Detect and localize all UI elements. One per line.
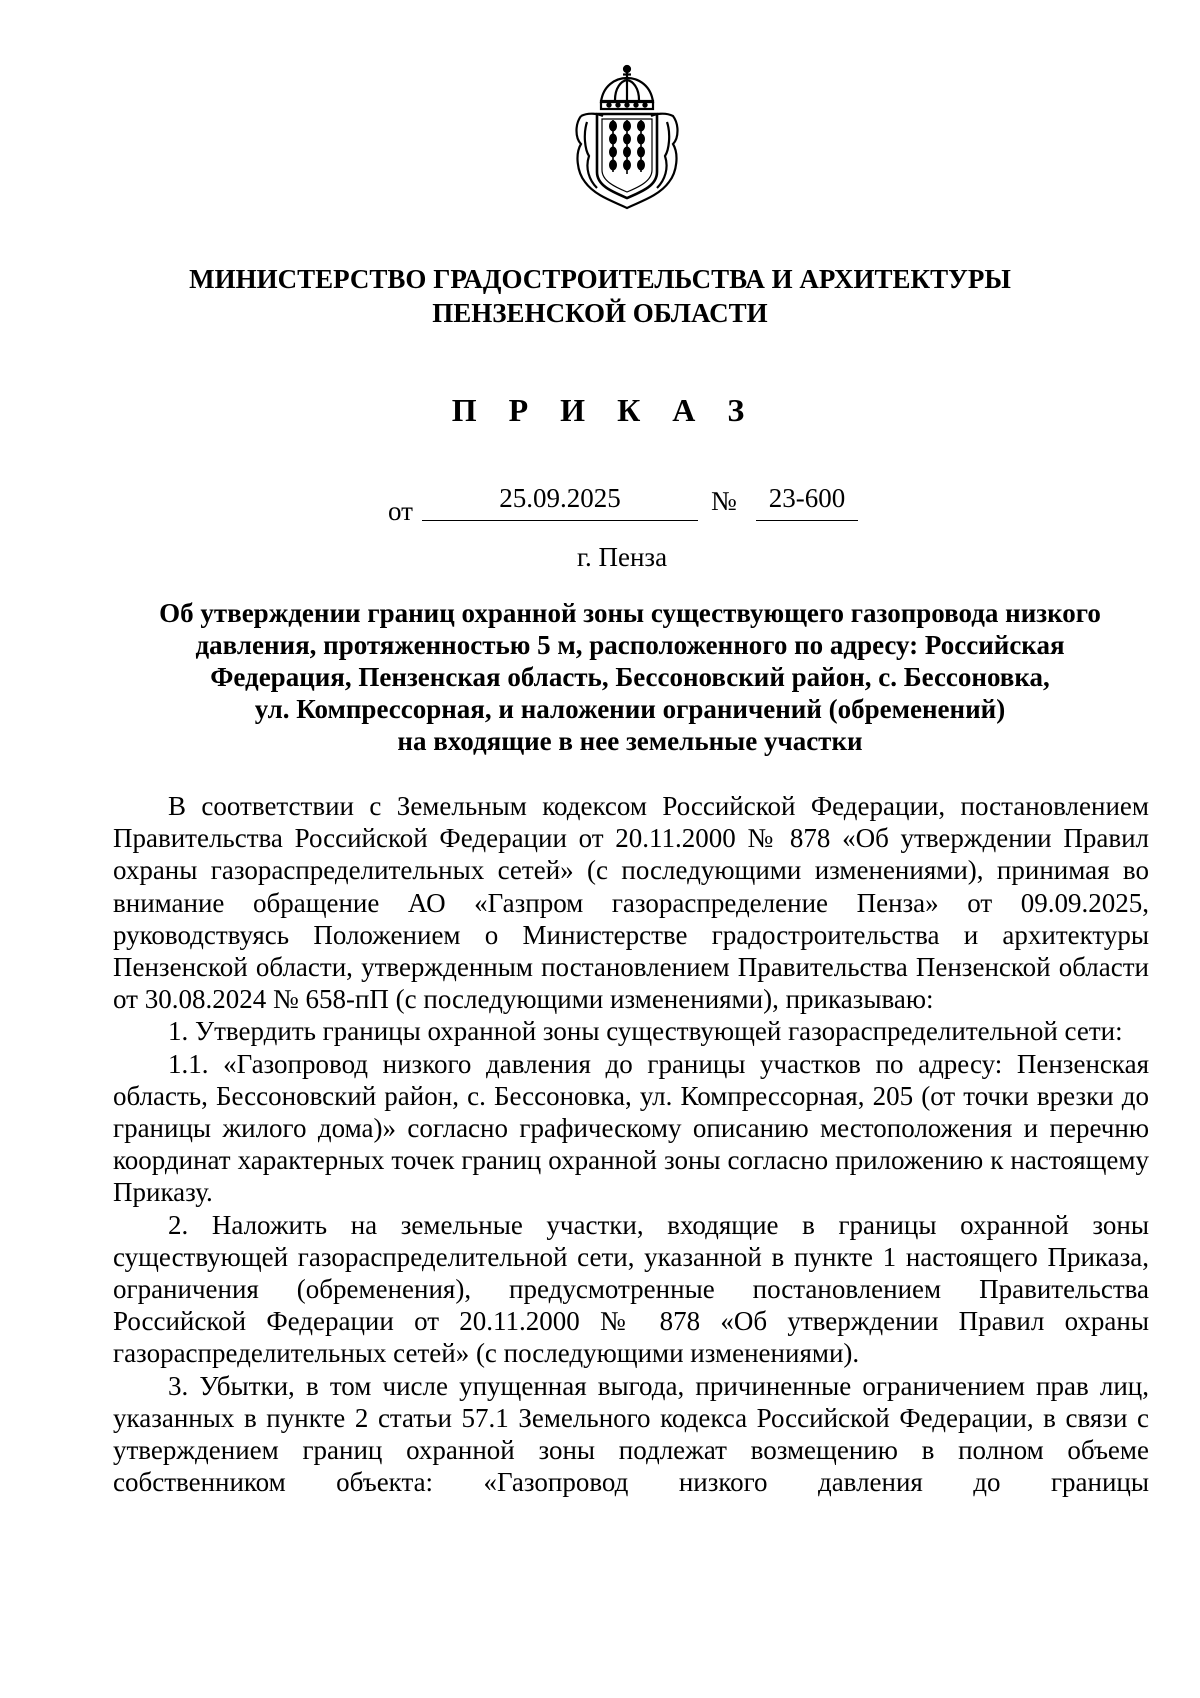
paragraph-intro: В соответствии с Земельным кодексом Российской Федерации, постановлением Правительства Российской Федерации от 20.11.2000 № 878 «Об утверждении Правил охраны газораспределительных сетей» (с последующими изменениями), принимая во внимание обращение АО «Газпром газораспределение Пенза» от 09.09.2025, руководствуясь Положением о Министерстве градостроительства и архитектуры Пензенской области, утвержденным постановлением Правительства Пензенской области от 30.08.2024 № 658-пП (с последующими изменениями), приказываю: xyxy=(113,791,1149,1015)
paragraph-3: 3. Убытки, в том числе упущенная выгода, причиненные ограничением прав лиц, указанных в пункте 2 статьи 57.1 Земельного кодекса Российской Федерации, в связи с утверждением границ охранной зоны подлежат возмещению в полном объеме собственником объекта: «Газопровод низкого давления до границы xyxy=(113,1370,1149,1498)
document-date: 25.09.2025 xyxy=(422,486,698,521)
paragraph-1-1: 1.1. «Газопровод низкого давления до границы участков по адресу: Пензенская область, Бессоновский район, с. Бессоновка, ул. Компрессорная, 205 (от точки врезки до границы жилого дома)» согласно графическому описанию местоположения и перечню координат характерных точек границ охранной зоны согласно приложению к настоящему Приказу. xyxy=(113,1048,1149,1208)
ministry-name xyxy=(0,262,1200,330)
heading-line2: давления, протяженностью 5 м, расположенного по адресу: Российская xyxy=(195,630,1065,660)
heading-line3: Федерация, Пензенская область, Бессоновский район, с. Бессоновка, xyxy=(210,662,1050,692)
paragraph-1: 1. Утвердить границы охранной зоны существующей газораспределительной сети: xyxy=(168,1016,1123,1047)
ministry-name-line2: ПЕНЗЕНСКОЙ ОБЛАСТИ xyxy=(432,298,768,328)
document-type: П Р И К А З xyxy=(451,392,757,428)
paragraph-2: 2. Наложить на земельные участки, входящие в границы охранной зоны существующей газораспределительной сети, указанной в пункте 1 настоящего Приказа, ограничения (обременения), предусмотренные постановлением Правительства Российской Федерации от 20.11.2000 № 878 «Об утверждении Правил охраны газораспределительных сетей» (с последующими изменениями). xyxy=(113,1209,1149,1369)
heading-line1: Об утверждении границ охранной зоны существующего газопровода низкого xyxy=(159,598,1101,628)
document-number: 23-600 xyxy=(756,486,858,521)
heading-line4: ул. Компрессорная, и наложении ограничений (обременений) xyxy=(254,694,1006,724)
ministry-name-line1: МИНИСТЕРСТВО ГРАДОСТРОИТЕЛЬСТВА И АРХИТЕКТУРЫ xyxy=(189,264,1011,294)
date-prefix: от xyxy=(388,496,413,526)
number-sign: № xyxy=(711,486,737,516)
city: г. Пенза xyxy=(576,542,668,572)
coat-of-arms-icon xyxy=(571,64,683,210)
document-heading xyxy=(130,597,1130,757)
heading-line5: на входящие в нее земельные участки xyxy=(397,726,863,756)
document-body xyxy=(113,790,1149,1498)
